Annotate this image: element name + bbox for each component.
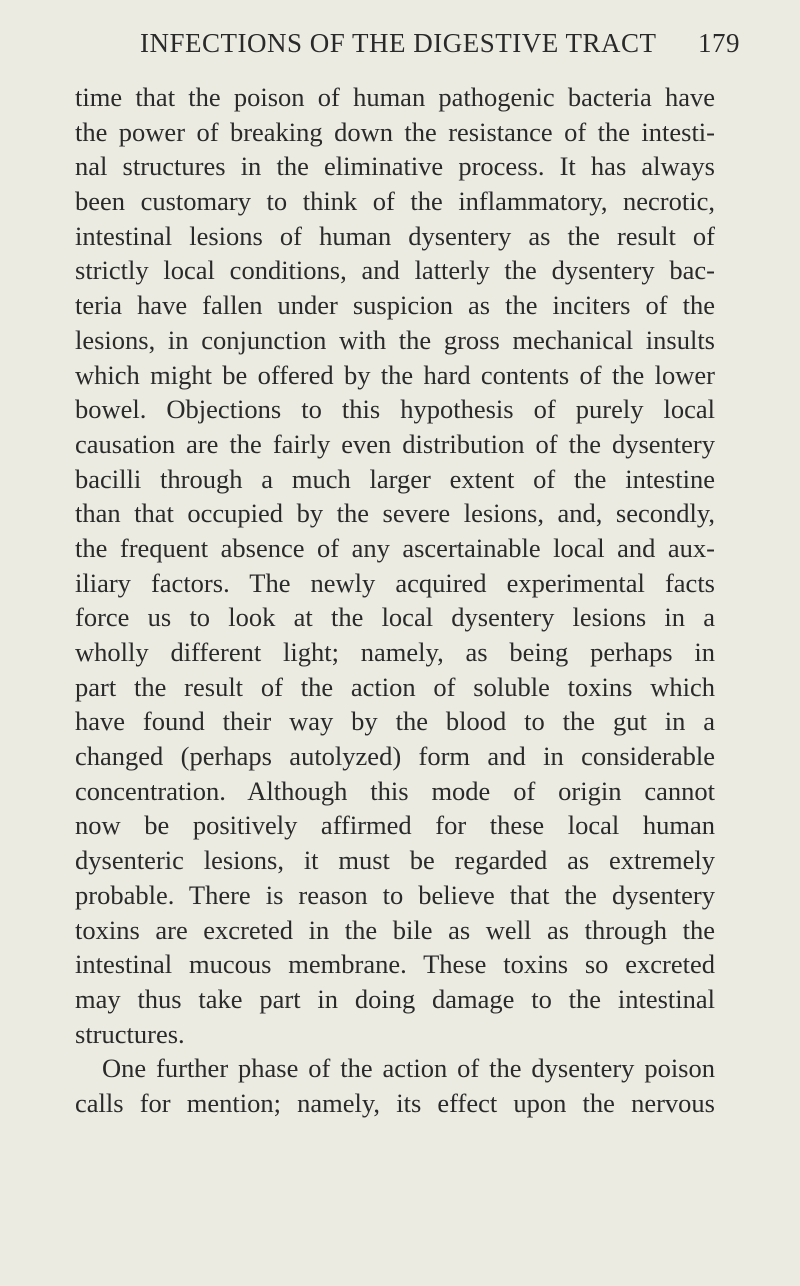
body-text	[75, 80, 715, 1121]
paragraph	[75, 1051, 715, 1120]
text-line: structures.	[75, 1018, 185, 1049]
text-line: causation are the fairly even distribution of the dysentery	[75, 428, 715, 459]
text-line: iliary factors. The newly acquired experimental facts	[75, 567, 715, 598]
running-title: INFECTIONS OF THE DIGESTIVE TRACT	[140, 28, 657, 58]
text-line: time that the poison of human pathogenic bacteria have	[75, 82, 715, 112]
text-line: concentration. Although this mode of origin cannot	[75, 775, 715, 806]
paragraph	[75, 80, 715, 1051]
running-head	[140, 28, 740, 68]
text-line: intestinal mucous membrane. These toxins so excreted	[75, 949, 715, 980]
page-number: 179	[698, 28, 740, 58]
text-line: bowel. Objections to this hypothesis of purely local	[75, 394, 715, 425]
text-line: intestinal lesions of human dysentery as the result of	[75, 220, 715, 251]
text-line: lesions, in conjunction with the gross mechanical insults	[75, 324, 715, 355]
text-line: wholly different light; namely, as being perhaps in	[75, 637, 715, 667]
text-line: which might be offered by the hard contents of the lower	[75, 359, 715, 390]
text-line: now be positively affirmed for these local human	[75, 810, 715, 841]
text-line: toxins are excreted in the bile as well as through the	[75, 914, 715, 945]
text-line: calls for mention; namely, its effect upon the nervous	[75, 1087, 715, 1118]
text-line: nal structures in the eliminative process. It has always	[75, 151, 715, 182]
text-line: may thus take part in doing damage to the intestinal	[75, 983, 715, 1014]
text-line: dysenteric lesions, it must be regarded as extremely	[75, 845, 715, 876]
text-line: teria have fallen under suspicion as the inciters of the	[75, 290, 715, 321]
text-line: have found their way by the blood to the gut in a	[75, 706, 715, 737]
text-line: the power of breaking down the resistance of the intesti-	[75, 116, 715, 147]
text-line: than that occupied by the severe lesions, and, secondly,	[75, 498, 715, 529]
text-line: changed (perhaps autolyzed) form and in considerable	[75, 741, 715, 772]
text-line: probable. There is reason to believe that the dysentery	[75, 879, 715, 910]
text-line: bacilli through a much larger extent of the intestine	[75, 463, 715, 494]
text-line: part the result of the action of soluble toxins which	[75, 671, 715, 702]
text-line: One further phase of the action of the dysentery poison	[102, 1053, 715, 1084]
text-line: strictly local conditions, and latterly the dysentery bac-	[75, 255, 715, 286]
text-line: the frequent absence of any ascertainable local and aux-	[75, 532, 715, 563]
text-line: been customary to think of the inflammatory, necrotic,	[75, 186, 715, 217]
text-line: force us to look at the local dysentery lesions in a	[75, 602, 715, 633]
